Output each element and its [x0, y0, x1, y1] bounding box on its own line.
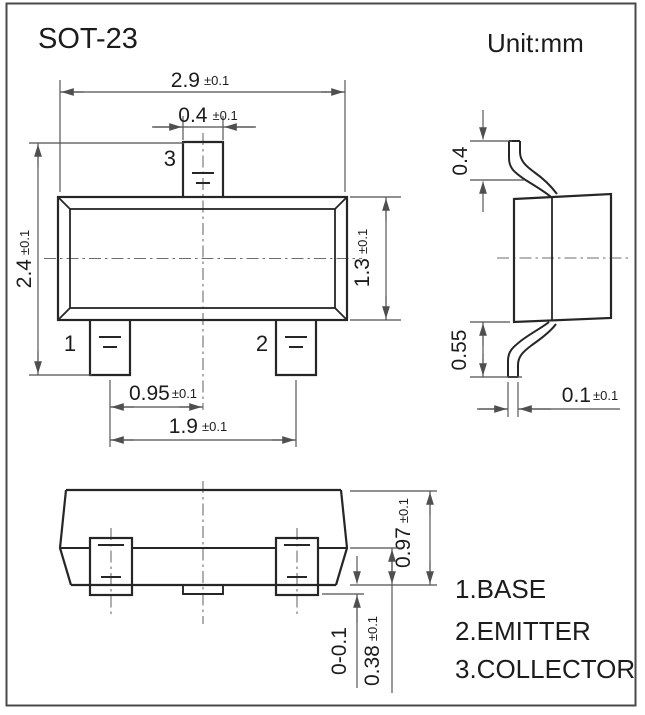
- dim-standoff-text: [328, 627, 351, 675]
- dim-value: 0.55: [448, 329, 471, 371]
- pin2-solder-mark: [285, 337, 307, 347]
- dim-value: 1.9: [168, 415, 198, 438]
- dim-lead-thickness-text: [562, 384, 618, 407]
- legend-item-base: 1.BASE: [455, 574, 547, 604]
- page-title: SOT-23: [38, 23, 138, 55]
- dimension-overall-thickness: [350, 491, 437, 585]
- pin3-label: 3: [163, 146, 176, 171]
- dim-tolerance: ±0.1: [365, 615, 380, 642]
- dimension-tab-height: [449, 110, 524, 212]
- dim-value: 0.4: [178, 104, 208, 127]
- dim-tolerance: ±0.1: [592, 388, 619, 403]
- front-view: [13, 69, 401, 447]
- dim-value: 1.3: [351, 258, 374, 288]
- dim-value: 0-0.1: [328, 627, 351, 675]
- dim-tolerance: ±0.1: [17, 229, 32, 256]
- dim-tolerance: ±0.1: [212, 108, 238, 123]
- pin3-gullwing-lead: [509, 141, 557, 197]
- pin1-gullwing-lead: [508, 322, 556, 377]
- dim-value: 0.38: [361, 645, 384, 687]
- dimension-body-height: [350, 197, 401, 320]
- dim-foot-height-text: [361, 616, 384, 686]
- dim-value: 2.4: [13, 259, 36, 289]
- unit-label: Unit:mm: [487, 28, 584, 58]
- pin-legend: [455, 574, 635, 684]
- dim-value: 0.95: [128, 382, 170, 405]
- dim-value: 2.9: [170, 69, 200, 92]
- dim-tolerance: ±0.1: [201, 419, 228, 434]
- dim-lead-span-text: [169, 415, 227, 438]
- dim-tolerance: ±0.1: [396, 497, 411, 524]
- dim-body-width-text: [171, 69, 229, 92]
- pin1-label: 1: [63, 331, 77, 356]
- dimension-foot-height: [350, 548, 401, 693]
- dimension-tab-width: [152, 104, 256, 140]
- dim-tolerance: ±0.1: [355, 228, 370, 255]
- dimension-lead-thickness: [477, 382, 620, 417]
- bottom-view: [60, 481, 437, 693]
- dim-tolerance: ±0.1: [171, 386, 198, 401]
- dim-tolerance: ±0.1: [203, 73, 230, 88]
- dim-overall-thickness-text: [392, 498, 415, 568]
- pin2-label: 2: [255, 331, 269, 356]
- side-view: [448, 110, 629, 417]
- dim-value: 0.97: [392, 527, 415, 569]
- pin1-solder-mark: [99, 337, 121, 347]
- dim-lead-height-text: [448, 330, 471, 371]
- dim-value: 0.4: [449, 146, 472, 176]
- dimension-standoff: [322, 556, 364, 688]
- dim-tab-width-text: [178, 104, 237, 127]
- dim-value: 0.1: [561, 384, 591, 407]
- legend-item-emitter: 2.EMITTER: [455, 616, 591, 646]
- legend-item-collector: 3.COLLECTOR: [455, 654, 636, 684]
- dim-tab-height-text: [449, 146, 472, 176]
- dim-overall-height-text: [13, 230, 36, 288]
- dim-lead-pitch-text: [129, 382, 197, 405]
